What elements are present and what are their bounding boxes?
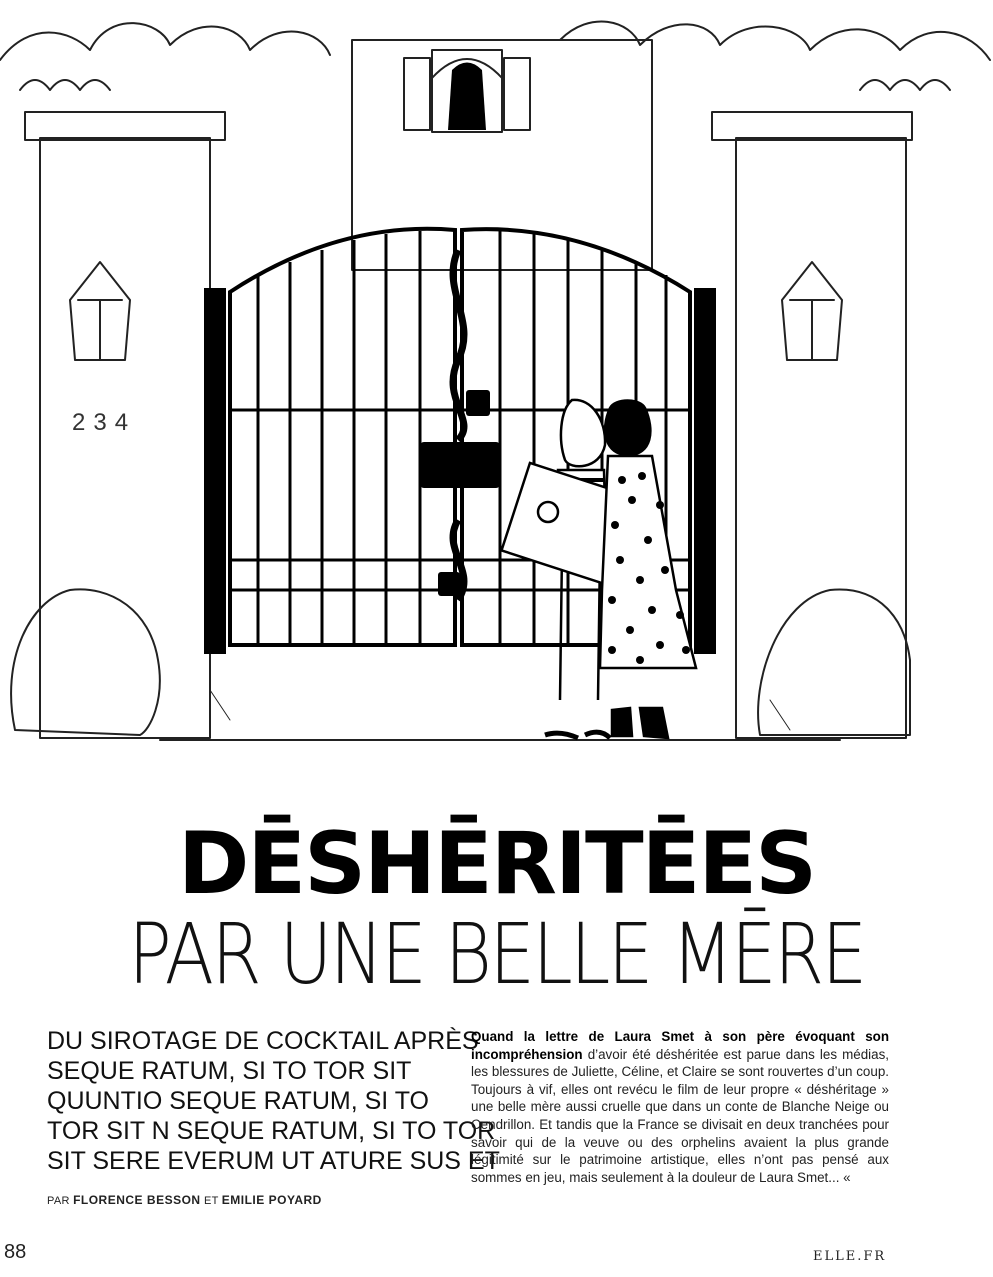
body-lead: Quand la lettre de Laura Smet à son père évoquant son incompréhension bbox=[471, 1029, 889, 1062]
page-number: 88 bbox=[4, 1241, 27, 1263]
headline-main: DĒSHĒRITĒES bbox=[177, 814, 816, 914]
deck-line: QUUNTIO SEQUE RATUM, SI TO bbox=[47, 1087, 429, 1115]
byline-et: ET bbox=[203, 1195, 219, 1207]
body-text bbox=[471, 1028, 889, 1186]
body-paragraph: d’avoir été déshéritée est parue dans les médias, les blessures de Juliette, Céline, et Claire se sont rouvertes d’un coup. Toujours à vif, elles ont revécu le film de leur propre « déshéritage » une belle mère aussi cruelle que dans un conte de Blanche Neige ou Cendrillon. Et tandis que la France se divisait en deux tranchées pour savoir qui de la veuve ou des orphelins avaient la plus grande légitimité sur le patrimoine artistique, elles n’ont pas pensé aux sommes en jeu, mais seulement à la douleur de Laura Smet... « bbox=[471, 1046, 889, 1185]
byline bbox=[47, 1193, 322, 1207]
deck-line: TOR SIT N SEQUE RATUM, SI TO TOR bbox=[47, 1117, 496, 1145]
deck bbox=[47, 1026, 500, 1176]
magazine-url: ELLE.FR bbox=[813, 1249, 887, 1264]
byline-par: PAR bbox=[47, 1195, 70, 1207]
deck-line: SIT SERE EVERUM UT ATURE SUS ET bbox=[47, 1147, 500, 1175]
deck-line: DU SIROTAGE DE COCKTAIL APRÈS bbox=[47, 1027, 479, 1055]
deck-line: SEQUE RATUM, SI TO TOR SIT bbox=[47, 1057, 412, 1085]
byline-author-1: FLORENCE BESSON bbox=[73, 1193, 201, 1207]
house-number: 234 bbox=[72, 409, 137, 436]
headline-sub: PAR UNE BELLE MĒRE bbox=[128, 905, 865, 1003]
byline-author-2: EMILIE POYARD bbox=[221, 1193, 322, 1207]
